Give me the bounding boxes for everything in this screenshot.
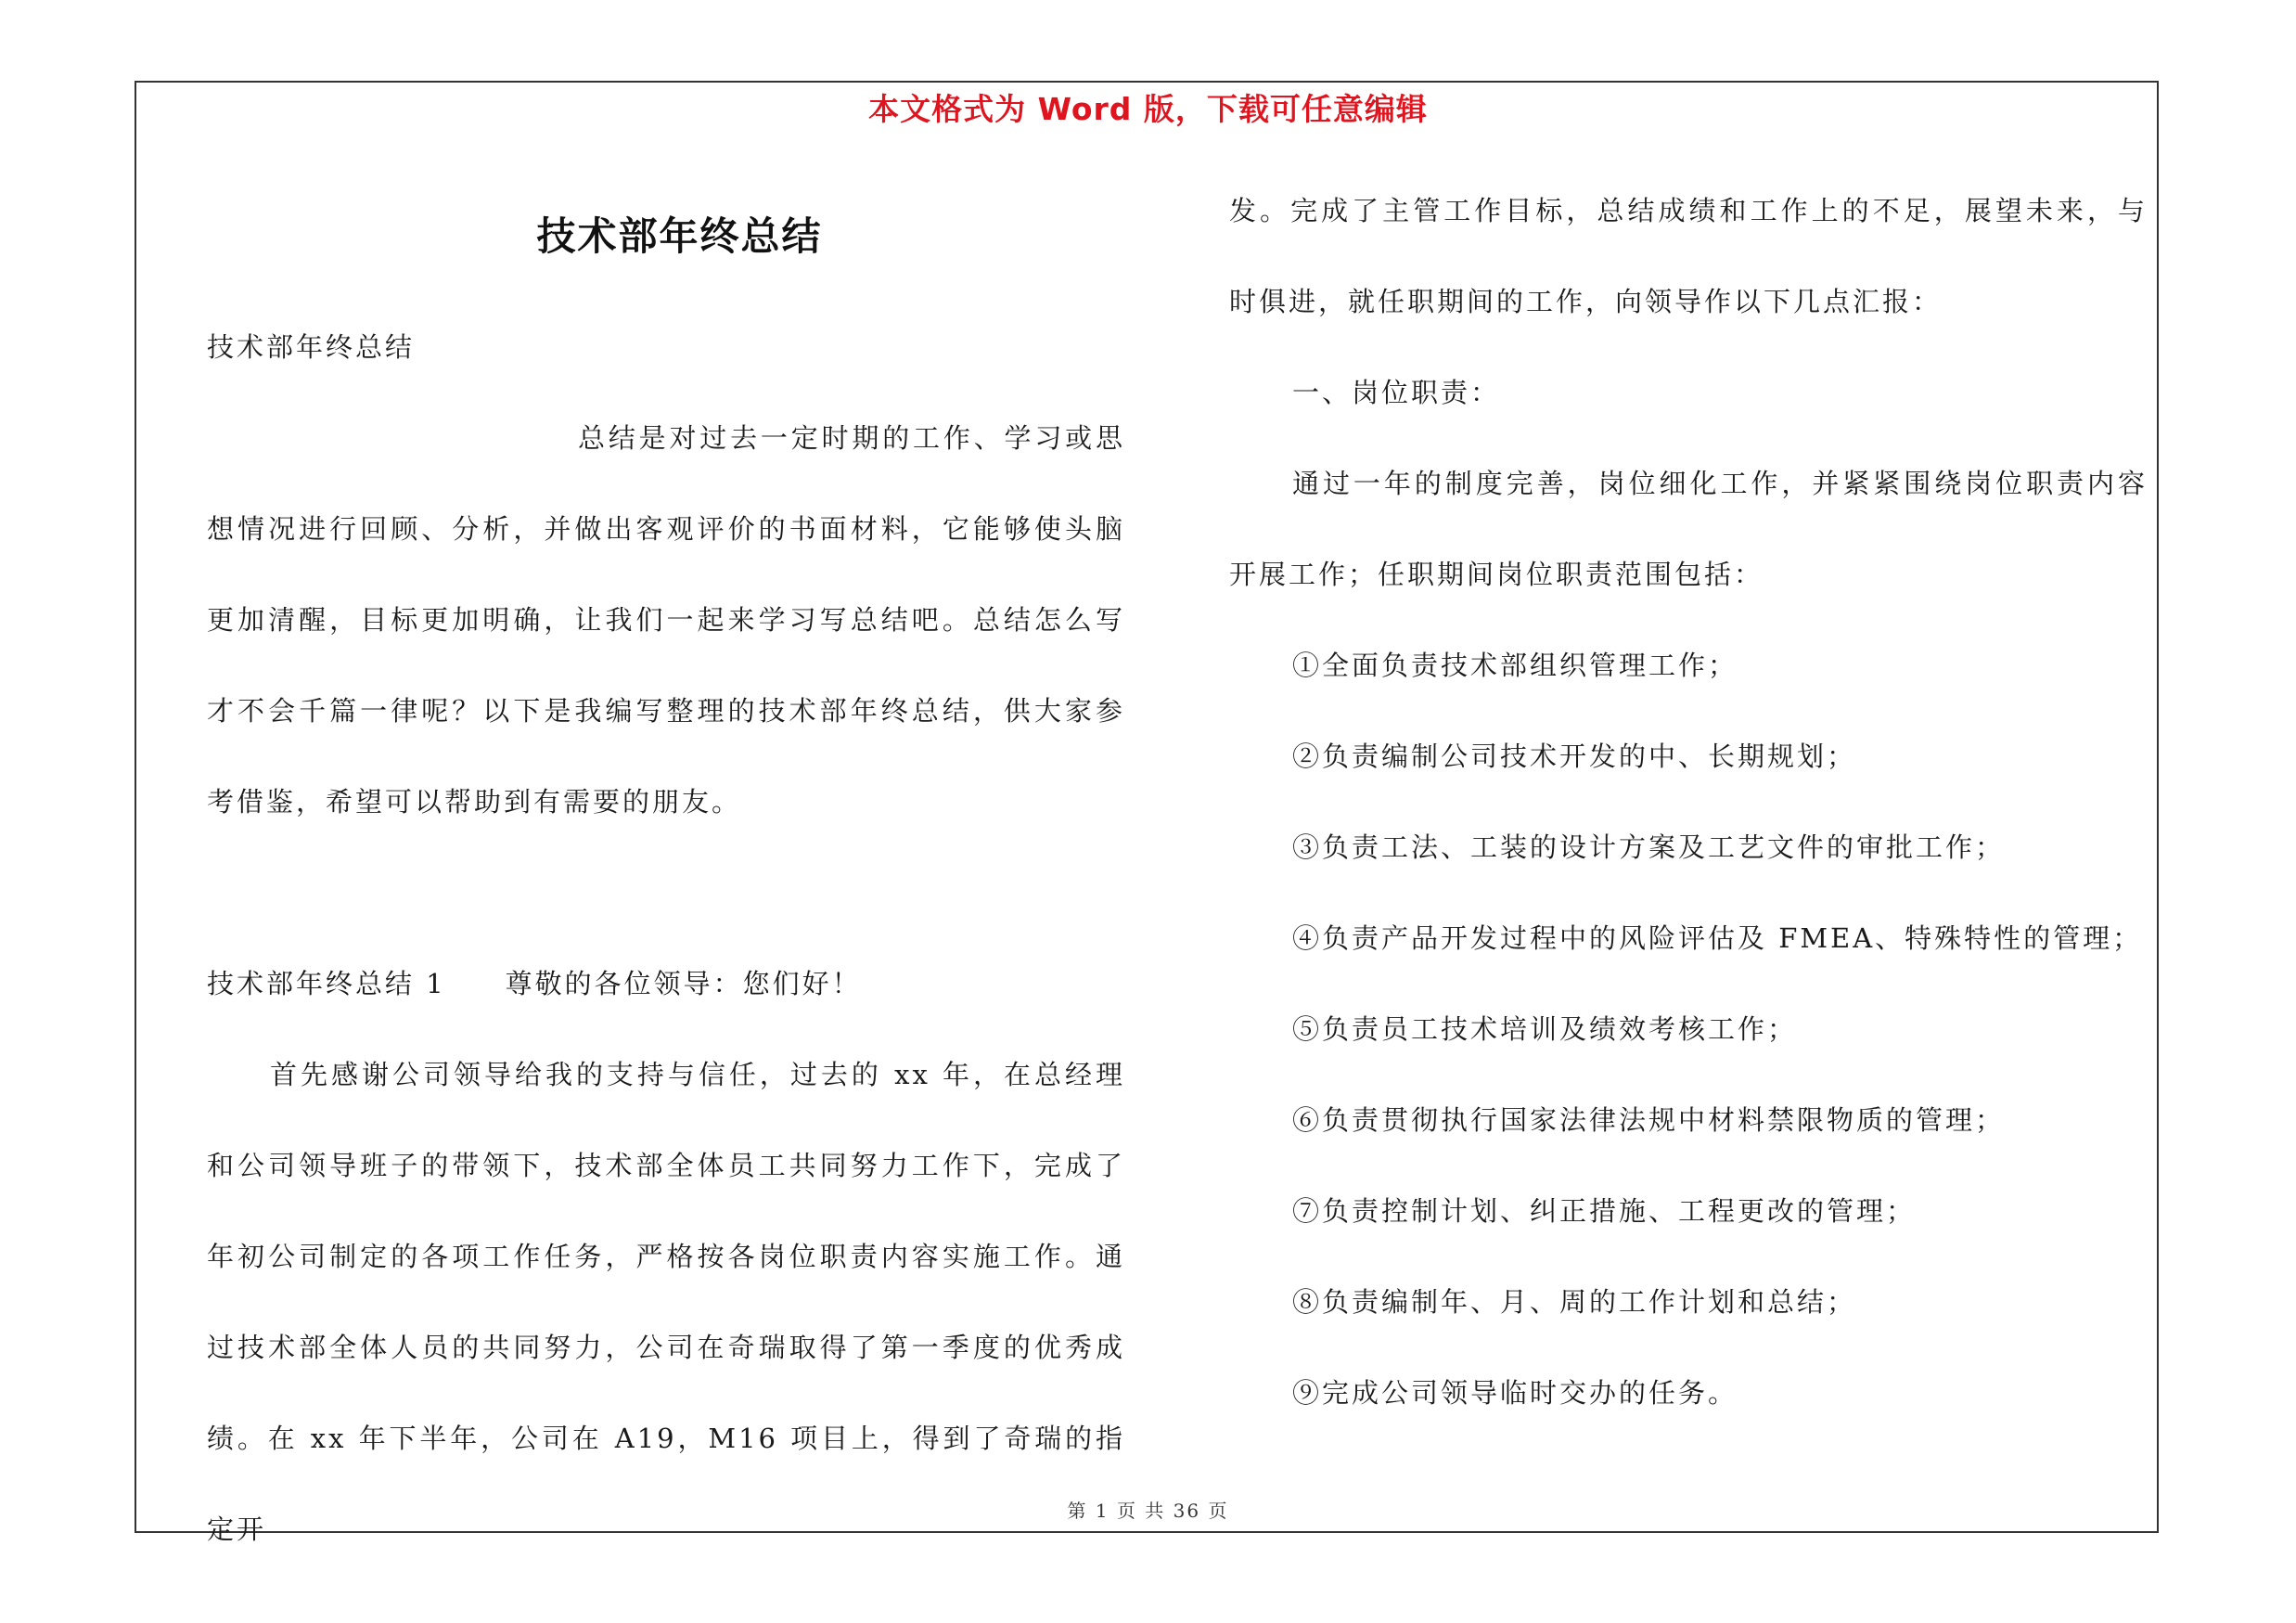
duty-item: ⑥负责贯彻执行国家法律法规中材料禁限物质的管理；: [1292, 1104, 2006, 1136]
intro-paragraph: 总结是对过去一定时期的工作、学习或思想情况进行回顾、分析，并做出客观评价的书面材料，它能够使头脑更加清醒，目标更加明确，让我们一起来学习写总结吧。总结怎么写才不会千篇一律呢？以下是我编写整理的技术部年终总结，供大家参考借鉴，希望可以帮助到有需要的朋友。: [207, 422, 1125, 818]
word-format-banner: 本文格式为 Word 版，下载可任意编辑: [868, 91, 1428, 127]
duty-item: ⑨完成公司领导临时交办的任务。: [1292, 1377, 1738, 1409]
duty-item: ⑤负责员工技术培训及绩效考核工作；: [1292, 1013, 1798, 1045]
section-heading-1: 技术部年终总结 1 尊敬的各位领导：您们好！: [207, 968, 862, 999]
left-column: [207, 302, 1125, 1575]
page-number-footer: 第 1 页 共 36 页: [1067, 1500, 1229, 1522]
body-paragraph: 首先感谢公司领导给我的支持与信任，过去的 xx 年，在总经理和公司领导班子的带领下，技术部全体员工共同努力工作下，完成了年初公司制定的各项工作任务，严格按各岗位职责内容实施工作。通过技术部全体人员的共同努力，公司在奇瑞取得了第一季度的优秀成绩。在 xx 年下半年，公司在 A19，M16 项目上，得到了奇瑞的指定开: [207, 1059, 1125, 1545]
duties-heading: 一、岗位职责：: [1292, 377, 1501, 408]
duty-item: ②负责编制公司技术开发的中、长期规划；: [1292, 741, 1857, 772]
right-column: [1229, 165, 2148, 1438]
continued-paragraph: 发。完成了主管工作目标，总结成绩和工作上的不足，展望未来，与时俱进，就任职期间的工作，向领导作以下几点汇报：: [1229, 195, 2148, 317]
duty-item: ①全面负责技术部组织管理工作；: [1292, 650, 1738, 681]
duties-intro: 通过一年的制度完善，岗位细化工作，并紧紧围绕岗位职责内容开展工作；任职期间岗位职责范围包括：: [1229, 468, 2148, 590]
duty-item: ⑧负责编制年、月、周的工作计划和总结；: [1292, 1286, 1857, 1318]
document-title: 技术部年终总结: [536, 213, 823, 259]
subtitle: 技术部年终总结: [207, 331, 416, 363]
spacer: [207, 847, 1125, 938]
duty-item: ③负责工法、工装的设计方案及工艺文件的审批工作；: [1292, 831, 2006, 863]
duty-item: ④负责产品开发过程中的风险评估及 FMEA、特殊特性的管理；: [1292, 922, 2143, 954]
duty-item: ⑦负责控制计划、纠正措施、工程更改的管理；: [1292, 1195, 1917, 1227]
